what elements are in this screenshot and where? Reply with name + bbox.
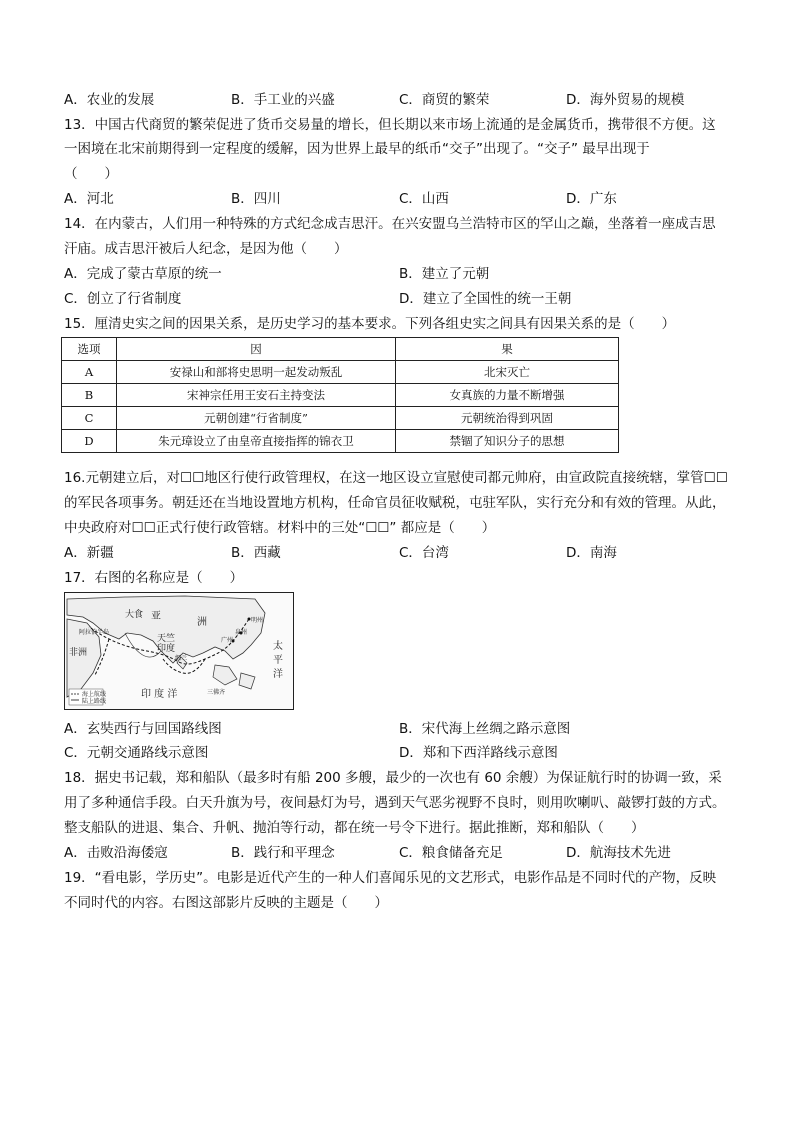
q14-option-a: A．完成了蒙古草原的统一: [64, 266, 222, 282]
q14-option-d: D．建立了全国性的统一王朝: [399, 291, 572, 307]
map-label-guangzhou: 广州: [221, 637, 234, 644]
table-cell: 北宋灭亡: [396, 361, 619, 384]
q18-option-b: B．践行和平理念: [231, 845, 335, 861]
map-label-arabia: 阿拉伯半岛: [79, 629, 110, 636]
map-label-mingzhou: 明州: [251, 617, 264, 624]
table-cell: 元朝创建“行省制度”: [117, 407, 396, 430]
table-cell: 安禄山和部将史思明一起发动叛乱: [117, 361, 396, 384]
q16-option-a: A．新疆: [64, 545, 114, 561]
q16-option-b: B．西藏: [231, 545, 281, 561]
q13-option-d: D．广东: [566, 191, 617, 207]
q14-stem-line2: 汗庙。成吉思汗被后人纪念，是因为他（ ）: [64, 241, 348, 257]
map-label-ceylon: 细兰: [175, 655, 188, 662]
q14-stem-line1: 14．在内蒙古，人们用一种特殊的方式纪念成吉思汗。在兴安盟乌兰浩特市区的罕山之巅，坐落着一座成吉思: [64, 216, 716, 232]
q16-option-d: D．南海: [566, 545, 617, 561]
table-row: [62, 361, 619, 384]
q12-option-d: D．海外贸易的规模: [566, 92, 685, 108]
table-header-cell: 因: [117, 338, 396, 361]
q13-option-c: C．山西: [399, 191, 449, 207]
q16-stem-line1: 16.元朝建立后，对☐☐地区行使行政管理权，在这一地区设立宣慰使司都元帅府，由宣政院直接统辖，掌管☐☐: [64, 470, 728, 486]
q18-option-c: C．粮食储备充足: [399, 845, 503, 861]
table-cell: 元朝统治得到巩固: [396, 407, 619, 430]
map-label-indian-ocean: 印 度 洋: [141, 689, 178, 700]
map-label-africa: 非洲: [69, 648, 88, 658]
q12-option-b: B．手工业的兴盛: [231, 92, 335, 108]
map-label-sanfoqi: 三佛齐: [207, 689, 226, 696]
map-label-asia1: 亚: [151, 611, 161, 622]
map-label-tianzhu: 天竺: [157, 634, 176, 644]
q17-option-c: C．元朝交通路线示意图: [64, 745, 209, 761]
q15-table: [61, 337, 619, 453]
table-cell: 禁锢了知识分子的思想: [396, 430, 619, 453]
table-header-row: [62, 338, 619, 361]
q14-option-c: C．创立了行省制度: [64, 291, 182, 307]
q15-stem: 15．厘清史实之间的因果关系，是历史学习的基本要求。下列各组史实之间具有因果关系的是（ ）: [64, 316, 676, 332]
q13-stem-line1: 13．中国古代商贸的繁荣促进了货币交易量的增长，但长期以来市场上流通的是金属货币，携带很不方便。这: [64, 117, 716, 133]
q18-stem-line1: 18．据史书记载，郑和船队（最多时有船 200 多艘，最少的一次也有 60 余艘）为保证航行时的协调一致，采: [64, 770, 722, 786]
q19-stem-line2: 不同时代的内容。右图这部影片反映的主题是（ ）: [64, 895, 388, 911]
map-legend-sea-route: 海上航线: [82, 691, 107, 698]
q12-option-a: A．农业的发展: [64, 92, 155, 108]
q18-option-a: A．击败沿海倭寇: [64, 845, 168, 861]
q17-stem: 17．右图的名称应是（ ）: [64, 570, 244, 586]
q16-option-c: C．台湾: [399, 545, 449, 561]
table-row: [62, 407, 619, 430]
table-cell: A: [62, 361, 117, 384]
q13-stem-line3: （ ）: [64, 166, 118, 182]
q14-option-b: B．建立了元朝: [399, 266, 490, 282]
table-row: [62, 384, 619, 407]
table-cell: 朱元璋设立了由皇帝直接指挥的锦衣卫: [117, 430, 396, 453]
table-cell: 宋神宗任用王安石主持变法: [117, 384, 396, 407]
q13-option-b: B．四川: [231, 191, 281, 207]
table-cell: C: [62, 407, 117, 430]
table-cell: 女真族的力量不断增强: [396, 384, 619, 407]
map-label-pacific-1: 太: [273, 641, 283, 652]
map-legend-land-route: 陆上路线: [82, 698, 107, 705]
table-header-cell: 果: [396, 338, 619, 361]
q12-option-c: C．商贸的繁荣: [399, 92, 490, 108]
q17-option-d: D．郑和下西洋路线示意图: [399, 745, 558, 761]
q17-option-b: B．宋代海上丝绸之路示意图: [399, 721, 571, 737]
q19-stem-line1: 19．“看电影，学历史”。电影是近代产生的一种人们喜闻乐见的文艺形式，电影作品是不同时代的产物，反映: [64, 870, 717, 886]
q13-stem-line2: 一困境在北宋前期得到一定程度的缓解，因为世界上最早的纸币“交子”出现了。“交子” 最早出现于: [64, 141, 650, 157]
table-cell: B: [62, 384, 117, 407]
map-label-india: 印度: [157, 644, 176, 654]
map-label-pacific-2: 平: [273, 655, 283, 666]
map-label-quanzhou: 泉州: [235, 629, 248, 636]
route-map: [64, 592, 294, 710]
map-label-pacific-3: 洋: [273, 669, 283, 680]
q13-option-a: A．河北: [64, 191, 114, 207]
table-cell: D: [62, 430, 117, 453]
q18-option-d: D．航海技术先进: [566, 845, 671, 861]
table-row: [62, 430, 619, 453]
q18-stem-line3: 整支船队的进退、集合、升帆、抛泊等行动，都在统一号令下进行。据此推断，郑和船队（ ）: [64, 820, 645, 836]
q17-option-a: A．玄奘西行与回国路线图: [64, 721, 222, 737]
map-label-dashi: 大食: [125, 610, 144, 620]
map-label-asia2: 洲: [197, 617, 207, 628]
table-header-cell: 选项: [62, 338, 117, 361]
q16-stem-line2: 的军民各项事务。朝廷还在当地设置地方机构，任命官员征收赋税，屯驻军队，实行充分和有效的管理。从此，: [64, 495, 726, 511]
q16-stem-line3: 中央政府对☐☐正式行使行政管辖。材料中的三处“☐☐” 都应是（ ）: [64, 520, 496, 536]
q18-stem-line2: 用了多种通信手段。白天升旗为号，夜间悬灯为号，遇到天气恶劣视野不良时，则用吹喇叭、敲锣打鼓的方式。: [64, 795, 726, 811]
